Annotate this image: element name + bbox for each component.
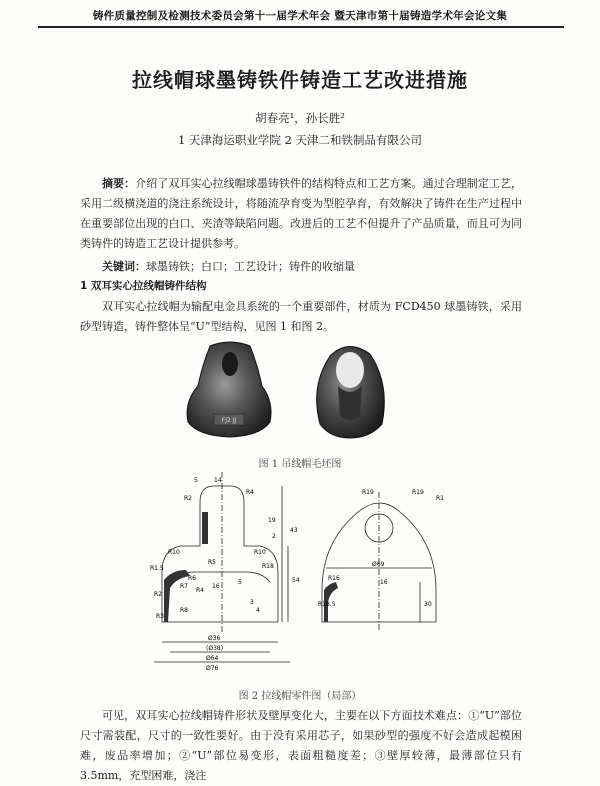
dim-label: R2 [184, 495, 192, 502]
dim-label: 4 [256, 607, 260, 614]
dim-label: 5 [194, 477, 198, 484]
dim-label: Ø36 [208, 635, 221, 642]
header-rule [38, 26, 564, 28]
dim-label: R1 [436, 495, 444, 502]
dim-label: R19 [412, 489, 424, 496]
body-paragraph: 可见，双耳实心拉线帽铸件形状及壁厚变化大，主要在以下方面技术难点：①“U”部位尺寸需装配，尺寸的一致性要好。由于没有采用芯子，如果砂型的强度不好会造成起模困难，废品率增加；②“U”部位易变形，表面粗糙度差；③壁厚较薄，最薄部位只有 3.5mm，充型困难，浇注 [80, 709, 522, 782]
dim-label: 16 [380, 579, 388, 586]
affiliations: 1 天津海运职业学院 2 天津二和铁制品有限公司 [177, 133, 423, 147]
dim-label: R3 [156, 613, 164, 620]
dim-label: 43 [290, 527, 298, 534]
keywords [80, 257, 522, 277]
dim-label: R1.5 [150, 565, 164, 572]
dim-label: R7 [180, 583, 188, 590]
keywords-label: 关键词： [102, 260, 146, 273]
abstract-label: 摘要： [102, 177, 136, 190]
dim-label: 3 [250, 599, 254, 606]
figure2-drawing [150, 472, 450, 678]
casting-photo-side [317, 346, 385, 438]
dim-label: R18 [262, 563, 274, 570]
figure1-photo [170, 336, 430, 446]
abstract [80, 174, 522, 254]
dim-label: R4 [196, 587, 204, 594]
dim-label: 2 [272, 533, 276, 540]
dim-label: 54 [292, 577, 300, 584]
dim-label: 30 [424, 601, 432, 608]
dim-label: 5 [238, 579, 242, 586]
dim-label: R4 [246, 489, 254, 496]
paper-title: 拉线帽球墨铸铁件铸造工艺改进措施 [132, 68, 468, 92]
dim-label: R16 [328, 575, 340, 582]
dim-label: 16 [212, 583, 220, 590]
dim-label: (Ø38) [206, 645, 224, 652]
dim-label: R18.5 [318, 601, 336, 608]
dim-label: R19 [362, 489, 374, 496]
section-heading: 1 双耳实心拉线帽铸件结构 [80, 280, 207, 292]
dim-label: Ø64 [206, 655, 219, 662]
dim-label: R10 [168, 549, 180, 556]
dim-label: Ø69 [372, 561, 385, 568]
figure1-caption: 图 1 吊线帽毛坯图 [258, 459, 342, 470]
figure2-caption: 图 2 拉线帽零件图（局部） [238, 691, 362, 702]
running-header: 铸件质量控制及检测技术委员会第十一届学术年会 暨天津市第十届铸造学术年会论文集 [92, 10, 508, 22]
dim-label: 19 [268, 517, 276, 524]
casting-stamp-label: FJ2 JJ [221, 417, 237, 424]
section-text: 双耳实心拉线帽为输配电金具系统的一个重要部件，材质为 FCD450 球墨铸铁，采用砂型铸造，铸件整体呈“U”型结构，见图 1 和图 2。 [80, 300, 522, 333]
dim-label: R5 [208, 559, 216, 566]
dim-label: R2 [154, 591, 162, 598]
dim-label: Ø76 [206, 665, 219, 672]
dim-label: R8 [180, 607, 188, 614]
dim-label: R6 [188, 575, 196, 582]
dim-label: R10 [254, 549, 266, 556]
keywords-text: 球墨铸铁；白口；工艺设计；铸件的收缩量 [146, 260, 355, 273]
dim-label: 14 [214, 477, 222, 484]
casting-photo-front [187, 342, 271, 437]
abstract-text: 介绍了双耳实心拉线帽球墨铸铁件的结构特点和工艺方案。通过合理制定工艺，采用二级横浇道的浇注系统设计，将随流孕育变为型腔孕育，有效解决了铸件在生产过程中在重要部位出现的白口、夹渣等缺陷问题。改进后的工艺不但提升了产品质量，而且可为同类铸件的铸造工艺设计提供参考。 [80, 177, 523, 250]
authors: 胡春亮¹，孙长胜² [255, 111, 345, 125]
